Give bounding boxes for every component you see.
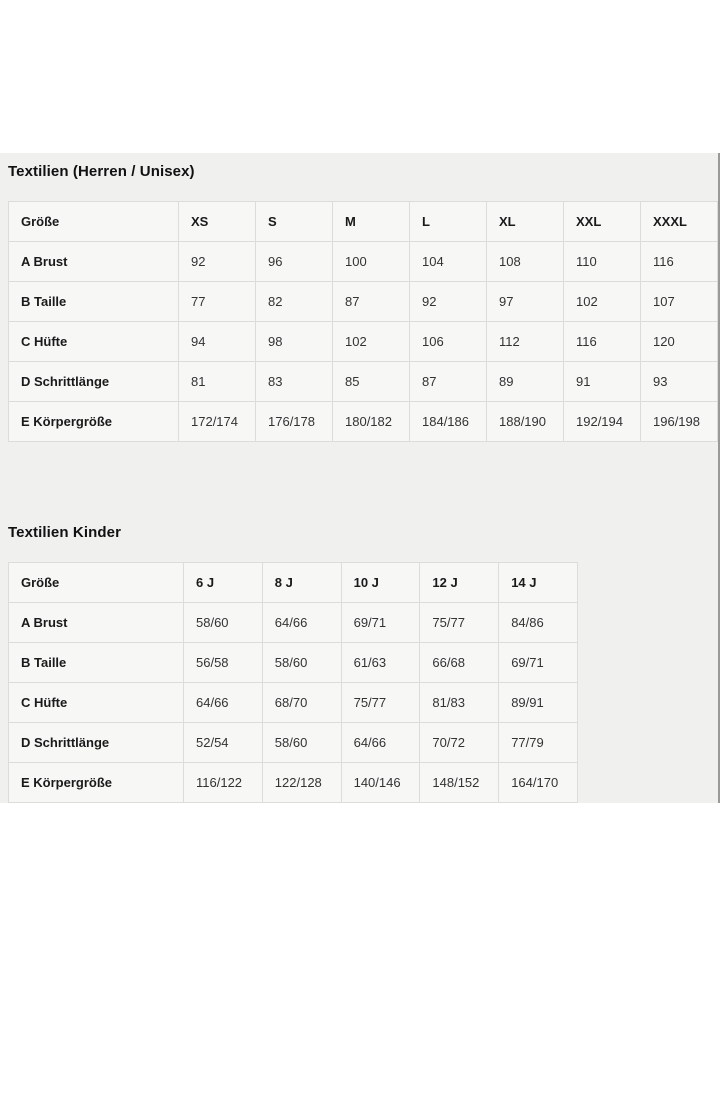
size-chart-panel	[0, 153, 720, 803]
size-value-cell: 184/186	[410, 402, 487, 442]
column-header-size: 12 J	[420, 563, 499, 603]
size-value-cell: 58/60	[262, 723, 341, 763]
size-table-men	[8, 201, 718, 442]
size-value-cell: 83	[256, 362, 333, 402]
column-header-size: 10 J	[341, 563, 420, 603]
size-value-cell: 66/68	[420, 643, 499, 683]
size-value-cell: 102	[333, 322, 410, 362]
size-value-cell: 75/77	[420, 603, 499, 643]
size-value-cell: 122/128	[262, 763, 341, 803]
row-label: C Hüfte	[9, 322, 179, 362]
size-value-cell: 192/194	[564, 402, 641, 442]
size-value-cell: 81/83	[420, 683, 499, 723]
row-label: B Taille	[9, 643, 184, 683]
size-value-cell: 96	[256, 242, 333, 282]
size-value-cell: 75/77	[341, 683, 420, 723]
row-label: C Hüfte	[9, 683, 184, 723]
row-label: A Brust	[9, 242, 179, 282]
size-value-cell: 81	[179, 362, 256, 402]
column-header-size: XXXL	[641, 202, 718, 242]
table-row	[9, 402, 718, 442]
row-label: E Körpergröße	[9, 402, 179, 442]
table-row	[9, 603, 578, 643]
column-header-size: M	[333, 202, 410, 242]
row-label: D Schrittlänge	[9, 362, 179, 402]
size-value-cell: 164/170	[499, 763, 578, 803]
header-row	[9, 563, 578, 603]
size-value-cell: 61/63	[341, 643, 420, 683]
size-value-cell: 87	[410, 362, 487, 402]
size-value-cell: 196/198	[641, 402, 718, 442]
column-header-size: L	[410, 202, 487, 242]
size-value-cell: 180/182	[333, 402, 410, 442]
size-value-cell: 58/60	[184, 603, 263, 643]
size-value-cell: 120	[641, 322, 718, 362]
size-value-cell: 98	[256, 322, 333, 362]
column-header-size: XL	[487, 202, 564, 242]
size-value-cell: 92	[179, 242, 256, 282]
size-value-cell: 58/60	[262, 643, 341, 683]
section-title-men: Textilien (Herren / Unisex)	[8, 163, 195, 180]
table-row	[9, 242, 718, 282]
table-row	[9, 763, 578, 803]
table-row	[9, 362, 718, 402]
row-label: D Schrittlänge	[9, 723, 184, 763]
size-value-cell: 89	[487, 362, 564, 402]
size-value-cell: 69/71	[499, 643, 578, 683]
size-value-cell: 70/72	[420, 723, 499, 763]
header-row	[9, 202, 718, 242]
size-value-cell: 112	[487, 322, 564, 362]
size-value-cell: 100	[333, 242, 410, 282]
column-header-label: Größe	[9, 202, 179, 242]
row-label: B Taille	[9, 282, 179, 322]
size-value-cell: 92	[410, 282, 487, 322]
size-value-cell: 77	[179, 282, 256, 322]
size-value-cell: 116	[641, 242, 718, 282]
size-value-cell: 64/66	[341, 723, 420, 763]
size-value-cell: 108	[487, 242, 564, 282]
size-value-cell: 93	[641, 362, 718, 402]
size-value-cell: 84/86	[499, 603, 578, 643]
size-value-cell: 94	[179, 322, 256, 362]
row-label: E Körpergröße	[9, 763, 184, 803]
size-value-cell: 89/91	[499, 683, 578, 723]
size-value-cell: 116/122	[184, 763, 263, 803]
column-header-size: XXL	[564, 202, 641, 242]
section-textiles-kids	[8, 524, 718, 803]
size-value-cell: 68/70	[262, 683, 341, 723]
column-header-size: 14 J	[499, 563, 578, 603]
section-textiles-men	[8, 163, 718, 442]
table-row	[9, 322, 718, 362]
table-row	[9, 643, 578, 683]
column-header-label: Größe	[9, 563, 184, 603]
size-value-cell: 140/146	[341, 763, 420, 803]
section-title-kids: Textilien Kinder	[8, 524, 122, 541]
size-value-cell: 64/66	[184, 683, 263, 723]
size-value-cell: 102	[564, 282, 641, 322]
size-value-cell: 64/66	[262, 603, 341, 643]
size-value-cell: 188/190	[487, 402, 564, 442]
size-value-cell: 91	[564, 362, 641, 402]
size-value-cell: 52/54	[184, 723, 263, 763]
column-header-size: 8 J	[262, 563, 341, 603]
column-header-size: XS	[179, 202, 256, 242]
size-value-cell: 148/152	[420, 763, 499, 803]
column-header-size: S	[256, 202, 333, 242]
table-row	[9, 282, 718, 322]
size-value-cell: 97	[487, 282, 564, 322]
table-row	[9, 723, 578, 763]
size-value-cell: 77/79	[499, 723, 578, 763]
table-row	[9, 683, 578, 723]
size-value-cell: 176/178	[256, 402, 333, 442]
column-header-size: 6 J	[184, 563, 263, 603]
size-value-cell: 107	[641, 282, 718, 322]
size-value-cell: 172/174	[179, 402, 256, 442]
row-label: A Brust	[9, 603, 184, 643]
size-value-cell: 104	[410, 242, 487, 282]
size-value-cell: 106	[410, 322, 487, 362]
size-value-cell: 82	[256, 282, 333, 322]
size-value-cell: 110	[564, 242, 641, 282]
size-table-kids	[8, 562, 578, 803]
size-value-cell: 56/58	[184, 643, 263, 683]
size-value-cell: 116	[564, 322, 641, 362]
size-value-cell: 87	[333, 282, 410, 322]
size-value-cell: 85	[333, 362, 410, 402]
size-value-cell: 69/71	[341, 603, 420, 643]
